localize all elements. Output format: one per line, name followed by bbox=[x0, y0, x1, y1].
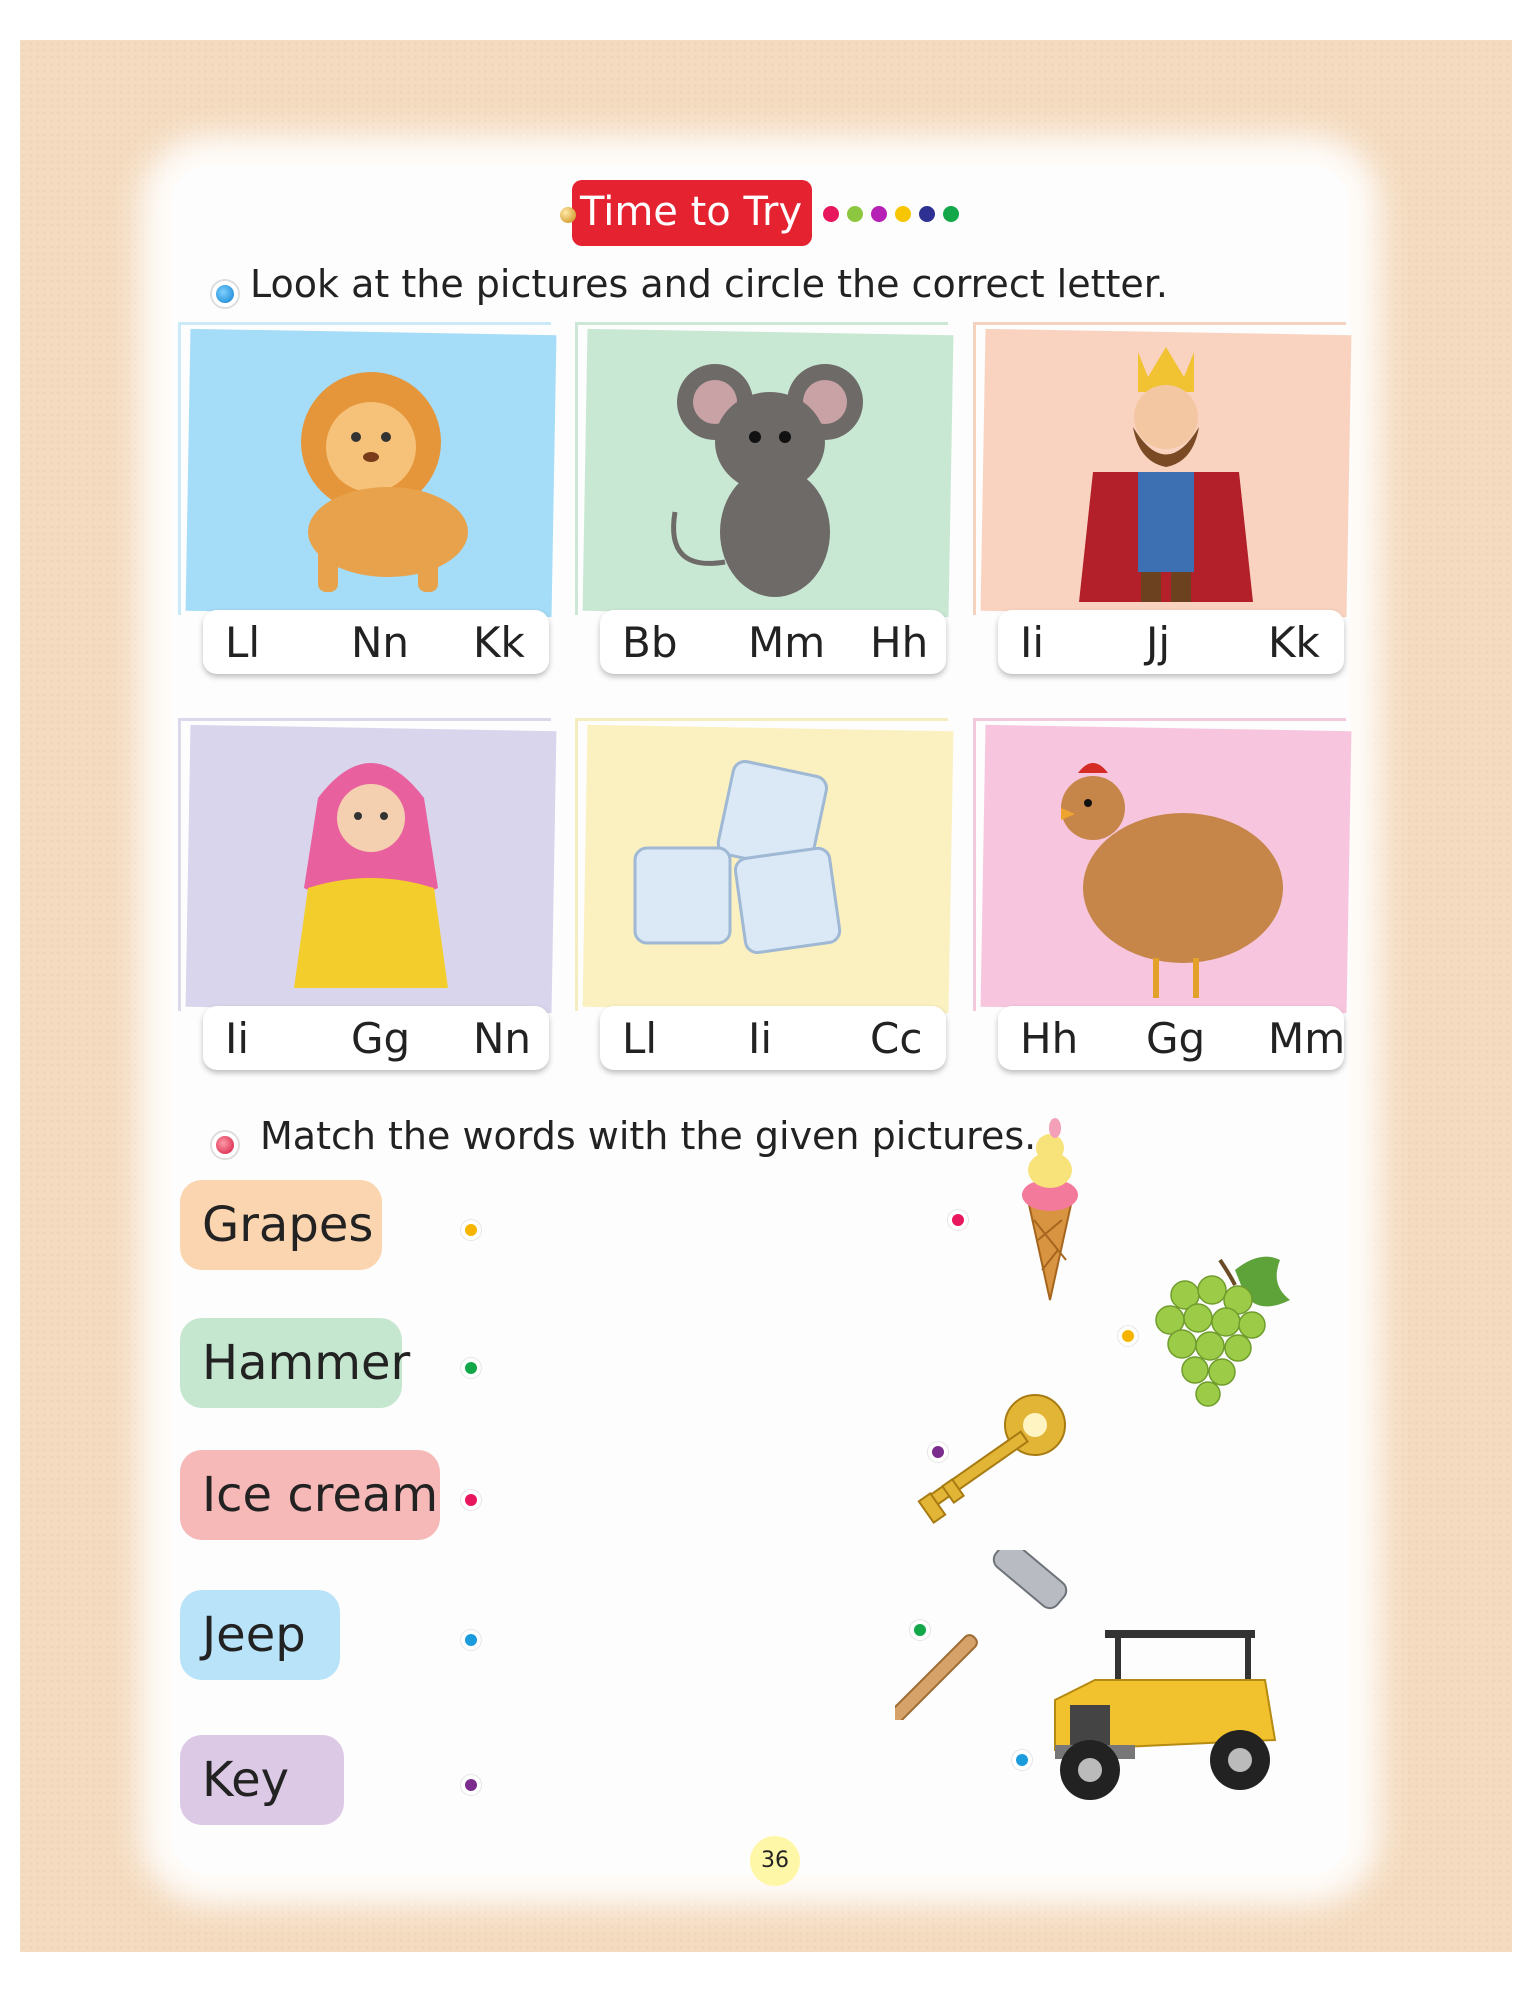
page-number: 36 bbox=[750, 1836, 800, 1886]
letter-option[interactable]: Bb bbox=[622, 618, 678, 667]
picture-card-mouse bbox=[585, 332, 951, 614]
letter-option[interactable]: Ii bbox=[1020, 618, 1045, 667]
letter-option[interactable]: Mm bbox=[748, 618, 826, 667]
grapes-picture bbox=[1140, 1240, 1300, 1420]
title-color-dot bbox=[823, 206, 839, 222]
letter-option[interactable]: Hh bbox=[870, 618, 929, 667]
letter-option[interactable]: Gg bbox=[1146, 1014, 1206, 1063]
picture-card-ice bbox=[585, 728, 951, 1010]
ice-picture bbox=[585, 728, 951, 1010]
letter-option[interactable]: Gg bbox=[351, 1014, 411, 1063]
match-word-key[interactable]: Key bbox=[180, 1735, 344, 1825]
title-color-dot bbox=[919, 206, 935, 222]
picture-card-king bbox=[983, 332, 1349, 614]
picture-card-lion bbox=[188, 332, 554, 614]
hen-picture bbox=[983, 728, 1349, 1010]
key-picture bbox=[895, 1385, 1085, 1535]
jeep-picture bbox=[1035, 1610, 1295, 1810]
title-color-dot bbox=[943, 206, 959, 222]
letter-option[interactable]: Jj bbox=[1146, 618, 1171, 667]
match-word-jeep[interactable]: Jeep bbox=[180, 1590, 340, 1680]
word-connector-dot[interactable] bbox=[461, 1630, 481, 1650]
picture-card-hen bbox=[983, 728, 1349, 1010]
match-word-grapes[interactable]: Grapes bbox=[180, 1180, 382, 1270]
match-word-ice-cream[interactable]: Ice cream bbox=[180, 1450, 440, 1540]
section2-instruction: Match the words with the given pictures. bbox=[260, 1114, 1037, 1158]
letter-options-bar bbox=[203, 1006, 549, 1070]
word-connector-dot[interactable] bbox=[461, 1220, 481, 1240]
letter-option[interactable]: Ii bbox=[225, 1014, 250, 1063]
lion-picture bbox=[188, 332, 554, 614]
picture-connector-dot[interactable] bbox=[1012, 1750, 1032, 1770]
letter-option[interactable]: Nn bbox=[351, 618, 410, 667]
word-connector-dot[interactable] bbox=[461, 1775, 481, 1795]
letter-options-bar bbox=[203, 610, 549, 674]
picture-connector-dot[interactable] bbox=[948, 1210, 968, 1230]
title-color-dot bbox=[895, 206, 911, 222]
letter-option[interactable]: Mm bbox=[1268, 1014, 1346, 1063]
mouse-picture bbox=[585, 332, 951, 614]
title-color-dot bbox=[871, 206, 887, 222]
letter-option[interactable]: Cc bbox=[870, 1014, 923, 1063]
letter-options-bar bbox=[998, 610, 1344, 674]
letter-options-bar bbox=[600, 610, 946, 674]
word-connector-dot[interactable] bbox=[461, 1358, 481, 1378]
title-pin-icon bbox=[560, 207, 576, 223]
ice-cream-picture bbox=[1010, 1110, 1090, 1310]
page-title: Time to Try bbox=[580, 189, 803, 235]
letter-option[interactable]: Ll bbox=[622, 1014, 658, 1063]
section2-bullet-icon bbox=[212, 1132, 238, 1158]
letter-option[interactable]: Kk bbox=[1268, 618, 1320, 667]
section1-instruction: Look at the pictures and circle the correct letter. bbox=[250, 262, 1169, 306]
picture-connector-dot[interactable] bbox=[928, 1442, 948, 1462]
picture-connector-dot[interactable] bbox=[1118, 1326, 1138, 1346]
letter-option[interactable]: Hh bbox=[1020, 1014, 1079, 1063]
king-picture bbox=[983, 332, 1349, 614]
title-color-dot bbox=[847, 206, 863, 222]
picture-card-girl bbox=[188, 728, 554, 1010]
girl-picture bbox=[188, 728, 554, 1010]
letter-option[interactable]: Ii bbox=[748, 1014, 773, 1063]
letter-options-bar bbox=[998, 1006, 1344, 1070]
letter-option[interactable]: Kk bbox=[473, 618, 525, 667]
picture-connector-dot[interactable] bbox=[910, 1620, 930, 1640]
word-connector-dot[interactable] bbox=[461, 1490, 481, 1510]
letter-options-bar bbox=[600, 1006, 946, 1070]
match-word-hammer[interactable]: Hammer bbox=[180, 1318, 402, 1408]
section1-bullet-icon bbox=[212, 281, 238, 307]
letter-option[interactable]: Nn bbox=[473, 1014, 532, 1063]
letter-option[interactable]: Ll bbox=[225, 618, 261, 667]
